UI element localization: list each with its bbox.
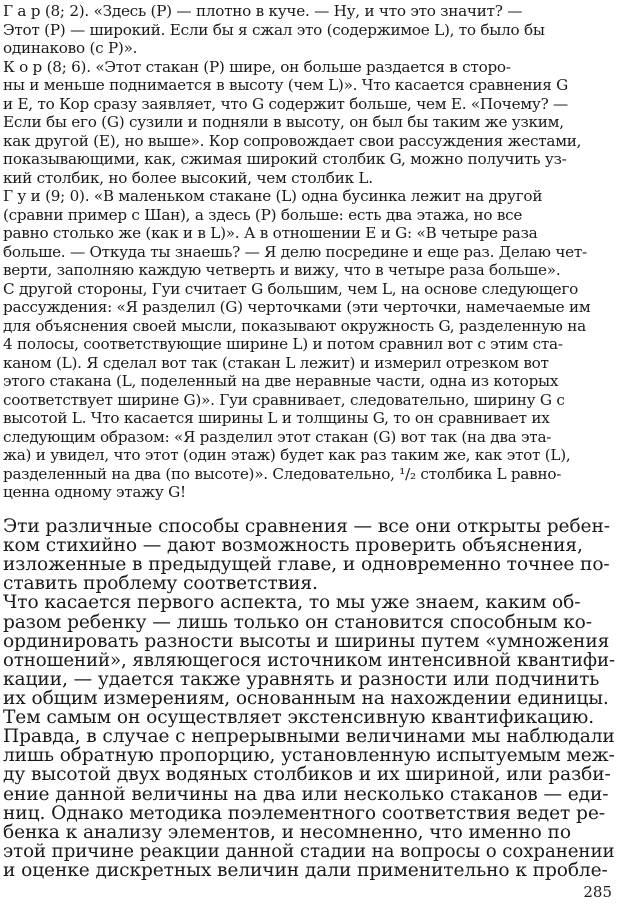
excerpt-line: кий столбик, но более высокий, чем столбик L.	[3, 168, 373, 187]
body-line: бенка к анализу элементов, и несомненно, что именно по	[3, 821, 571, 843]
excerpt-line: Этот (P) — широкий. Если бы я сжал это (содержимое L), то было бы	[3, 20, 545, 39]
excerpt-line: верти, заполняю каждую четверть и вижу, что в четыре раза больше».	[3, 261, 561, 279]
body-line: разом ребенку — лишь только он становится способным ко-	[3, 611, 592, 633]
excerpt-line: ценна одному этажу G!	[3, 483, 186, 501]
body-line: этой причине реакции данной стадии на вопросы о сохранении	[3, 840, 615, 862]
excerpt-line: каном (L). Я сделал вот так (стакан L лежит) и измерил отрезком вот	[3, 353, 549, 372]
excerpt-line: Если бы его (G) сузили и подняли в высоту, он был бы таким же узким,	[3, 113, 564, 131]
excerpt-line: жа) и увидел, что этот (один этаж) будет как раз таким же, как этот (L),	[3, 446, 571, 464]
excerpt-line: и E, то Кор сразу заявляет, что G содержит больше, чем E. «Почему? —	[3, 94, 568, 113]
body-line: кации, — удается также уравнять и разности или подчинить	[3, 668, 600, 690]
body-line: отношений», являющегося источником интенсивной квантифи-	[3, 649, 616, 671]
body-line: ниц. Однако методика поэлементного соответствия ведет ре-	[3, 802, 605, 824]
body-line: лишь обратную пропорцию, установленную испытуемым меж-	[3, 745, 615, 767]
excerpt-line: этого стакана (L, поделенный на две неравные части, одна из которых	[3, 372, 559, 390]
excerpt-line: 4 полосы, соответствующие ширине L) и потом сравнил вот с этим ста-	[3, 335, 563, 353]
excerpt-line: рассуждения: «Я разделил (G) черточками (эти черточки, намечаемые им	[3, 298, 591, 316]
excerpt-line: одинаково (с P)».	[3, 39, 138, 57]
excerpt-line: С другой стороны, Гуи считает G большим, чем L, на основе следующего	[3, 279, 579, 298]
excerpt-line: показывающими, как, сжимая широкий столбик G, можно получить уз-	[3, 150, 567, 168]
excerpt-line: (сравни пример с Шан), а здесь (P) больше: есть два этажа, но все	[3, 205, 523, 224]
excerpt-line: соответствует ширине G)». Гуи сравнивает, следовательно, ширину G с	[3, 390, 565, 409]
excerpt-line: как другой (E), но выше». Кор сопровождает свои рассуждения жестами,	[3, 131, 582, 150]
excerpt-line: К о р (8; 6). «Этот стакан (P) шире, он больше раздается в сторо-	[3, 57, 511, 76]
body-line: Эти различные способы сравнения — все они открыты ребен-	[3, 516, 610, 537]
body-line: ду высотой двух водяных столбиков и их шириной, или разби-	[3, 764, 611, 786]
body-line: их общим измерениям, основанным на нахождении единицы.	[3, 688, 609, 709]
excerpt-line: ны и меньше поднимается в высоту (чем L)». Что касается сравнения G	[3, 76, 569, 94]
body-line: ение данной величины на два или несколько стаканов — еди-	[3, 783, 609, 805]
body-line: Правда, в случае с непрерывными величинами мы наблюдали	[3, 726, 615, 748]
excerpt-line: равно столько же (как и в L)». А в отношении E и G: «В четыре раза	[3, 224, 538, 242]
body-line: Тем самым он осуществляет экстенсивную квантификацию.	[3, 707, 595, 729]
body-line: и оценке дискретных величин дали применительно к пробле-	[3, 860, 608, 881]
body-line: ком стихийно — дают возможность проверить объяснения,	[3, 535, 583, 557]
excerpt-line: Г у и (9; 0). «В маленьком стакане (L) одна бусинка лежит на другой	[3, 187, 543, 205]
page-number: 285	[583, 883, 612, 901]
excerpt-line: Г а р (8; 2). «Здесь (P) — плотно в куче. — Ну, и что это значит? —	[3, 2, 523, 20]
excerpt-line: высотой L. Что касается ширины L и толщины G, то он сравнивает их	[3, 409, 550, 427]
body-line: ставить проблему соответствия.	[3, 573, 318, 595]
body-line: Что касается первого аспекта, то мы уже знаем, каким об-	[3, 592, 581, 614]
body-line: ординировать разности высоты и ширины путем «умножения	[3, 630, 610, 652]
excerpt-line: разделенный на два (по высоте)». Следовательно, ¹/₂ столбика L равно-	[3, 464, 562, 483]
excerpt-line: для объяснения своей мысли, показывают окружность G, разделенную на	[3, 316, 586, 335]
excerpt-line: больше. — Откуда ты знаешь? — Я делю посредине и еще раз. Делаю чет-	[3, 242, 587, 261]
excerpt-line: следующим образом: «Я разделил этот стакан (G) вот так (на два эта-	[3, 427, 552, 446]
body-line: изложенные в предыдущей главе, и одновременно точнее по-	[3, 554, 610, 576]
